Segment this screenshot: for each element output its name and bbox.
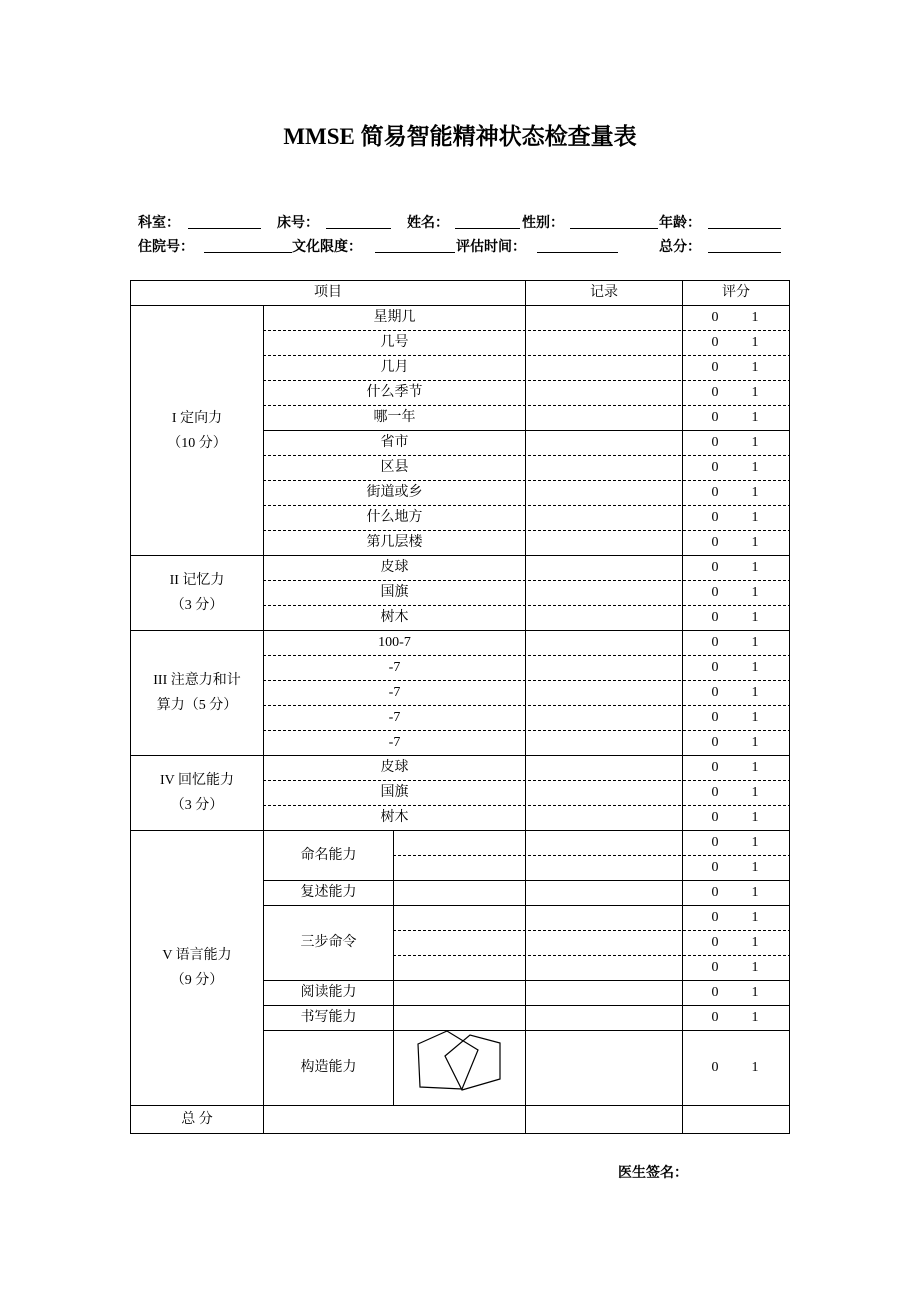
score-option-1[interactable]: 1 bbox=[751, 310, 759, 325]
item-label: 树木 bbox=[380, 810, 409, 825]
score-option-0[interactable]: 0 bbox=[711, 535, 719, 550]
item-label: 哪一年 bbox=[373, 410, 416, 425]
item-label: 阅读能力 bbox=[300, 985, 357, 1000]
header-item: 项目 bbox=[314, 285, 342, 300]
score-option-1[interactable]: 1 bbox=[751, 710, 759, 725]
score-option-1[interactable]: 1 bbox=[751, 1010, 759, 1025]
score-option-0[interactable]: 0 bbox=[711, 810, 719, 825]
total-label: 总分： bbox=[659, 240, 701, 255]
item-label: 100-7 bbox=[378, 635, 411, 650]
item-label: -7 bbox=[388, 735, 401, 750]
section-recall-name: IV 回忆能力 bbox=[159, 773, 235, 788]
eval-time-label: 评估时间： bbox=[456, 240, 526, 255]
item-label: 街道或乡 bbox=[366, 485, 423, 500]
header-score: 评分 bbox=[722, 285, 750, 300]
item-label: 省市 bbox=[380, 435, 409, 450]
name-label: 姓名： bbox=[407, 216, 449, 231]
score-option-1[interactable]: 1 bbox=[751, 785, 759, 800]
item-label: 树木 bbox=[380, 610, 409, 625]
doctor-signature-label: 医生签名： bbox=[618, 1166, 688, 1181]
score-option-0[interactable]: 0 bbox=[711, 885, 719, 900]
score-option-0[interactable]: 0 bbox=[711, 635, 719, 650]
item-label: 国旗 bbox=[380, 585, 409, 600]
score-option-1[interactable]: 1 bbox=[751, 510, 759, 525]
score-option-1[interactable]: 1 bbox=[751, 685, 759, 700]
item-label: -7 bbox=[388, 710, 401, 725]
score-option-0[interactable]: 0 bbox=[711, 610, 719, 625]
score-option-1[interactable]: 1 bbox=[751, 885, 759, 900]
section-recall-points: （3 分） bbox=[170, 798, 224, 813]
score-option-1[interactable]: 1 bbox=[751, 810, 759, 825]
section-memory-name: II 记忆力 bbox=[169, 573, 225, 588]
score-option-0[interactable]: 0 bbox=[711, 710, 719, 725]
score-option-0[interactable]: 0 bbox=[711, 310, 719, 325]
item-label: 皮球 bbox=[380, 560, 409, 575]
score-option-0[interactable]: 0 bbox=[711, 685, 719, 700]
section-language-points: （9 分） bbox=[170, 973, 224, 988]
score-option-1[interactable]: 1 bbox=[751, 385, 759, 400]
score-option-0[interactable]: 0 bbox=[711, 910, 719, 925]
score-option-1[interactable]: 1 bbox=[751, 985, 759, 1000]
score-option-1[interactable]: 1 bbox=[751, 660, 759, 675]
score-option-0[interactable]: 0 bbox=[711, 660, 719, 675]
item-label: 复述能力 bbox=[300, 885, 357, 900]
section-orientation-points: （10 分） bbox=[167, 436, 227, 451]
section-attention-name-line1: III 注意力和计 bbox=[153, 673, 241, 688]
age-label: 年龄： bbox=[659, 216, 701, 231]
score-option-1[interactable]: 1 bbox=[751, 535, 759, 550]
bed-label: 床号： bbox=[277, 216, 319, 231]
score-option-0[interactable]: 0 bbox=[711, 785, 719, 800]
item-label: 命名能力 bbox=[300, 848, 357, 863]
section-orientation-name: I 定向力 bbox=[171, 411, 223, 426]
score-option-1[interactable]: 1 bbox=[751, 935, 759, 950]
score-option-0[interactable]: 0 bbox=[711, 360, 719, 375]
overlapping-pentagons-figure bbox=[418, 1031, 500, 1090]
score-option-1[interactable]: 1 bbox=[751, 360, 759, 375]
score-option-1[interactable]: 1 bbox=[751, 560, 759, 575]
score-option-1[interactable]: 1 bbox=[751, 460, 759, 475]
item-label: 构造能力 bbox=[300, 1060, 357, 1075]
score-option-1[interactable]: 1 bbox=[751, 860, 759, 875]
item-label: 几号 bbox=[380, 335, 409, 350]
item-label: 三步命令 bbox=[300, 935, 357, 950]
item-label: 星期几 bbox=[373, 310, 416, 325]
score-option-0[interactable]: 0 bbox=[711, 585, 719, 600]
score-option-0[interactable]: 0 bbox=[711, 435, 719, 450]
score-option-0[interactable]: 0 bbox=[711, 335, 719, 350]
gender-label: 性别： bbox=[522, 216, 564, 231]
score-option-0[interactable]: 0 bbox=[711, 860, 719, 875]
item-label: 区县 bbox=[380, 460, 409, 475]
score-option-1[interactable]: 1 bbox=[751, 960, 759, 975]
item-label: 几月 bbox=[380, 360, 409, 375]
score-option-0[interactable]: 0 bbox=[711, 735, 719, 750]
page-title: MMSE 简易智能精神状态检查量表 bbox=[283, 124, 637, 149]
score-option-0[interactable]: 0 bbox=[711, 760, 719, 775]
inpatient-no-label: 住院号： bbox=[138, 240, 194, 255]
item-label: 什么季节 bbox=[366, 385, 423, 400]
dept-label: 科室： bbox=[138, 216, 180, 231]
score-option-1[interactable]: 1 bbox=[751, 1060, 759, 1075]
education-label: 文化限度： bbox=[292, 240, 362, 255]
item-label: 第几层楼 bbox=[366, 535, 423, 550]
section-memory-points: （3 分） bbox=[170, 598, 224, 613]
score-option-0[interactable]: 0 bbox=[711, 385, 719, 400]
section-attention-name-line2: 算力（5 分） bbox=[156, 698, 238, 713]
score-option-0[interactable]: 0 bbox=[711, 935, 719, 950]
score-option-1[interactable]: 1 bbox=[751, 335, 759, 350]
score-option-1[interactable]: 1 bbox=[751, 410, 759, 425]
score-option-0[interactable]: 0 bbox=[711, 510, 719, 525]
score-option-0[interactable]: 0 bbox=[711, 985, 719, 1000]
item-label: -7 bbox=[388, 685, 401, 700]
total-row-label: 总 分 bbox=[181, 1112, 213, 1127]
score-option-0[interactable]: 0 bbox=[711, 410, 719, 425]
score-option-1[interactable]: 1 bbox=[751, 485, 759, 500]
item-label: 什么地方 bbox=[366, 510, 423, 525]
item-label: 皮球 bbox=[380, 760, 409, 775]
score-option-1[interactable]: 1 bbox=[751, 910, 759, 925]
score-option-0[interactable]: 0 bbox=[711, 560, 719, 575]
score-option-1[interactable]: 1 bbox=[751, 610, 759, 625]
header-record: 记录 bbox=[590, 285, 618, 300]
score-option-0[interactable]: 0 bbox=[711, 460, 719, 475]
item-label: -7 bbox=[388, 660, 401, 675]
section-language-name: V 语言能力 bbox=[162, 948, 232, 963]
score-option-1[interactable]: 1 bbox=[751, 735, 759, 750]
score-option-1[interactable]: 1 bbox=[751, 435, 759, 450]
item-label: 书写能力 bbox=[300, 1010, 357, 1025]
score-option-0[interactable]: 0 bbox=[711, 835, 719, 850]
score-option-0[interactable]: 0 bbox=[711, 960, 719, 975]
score-option-1[interactable]: 1 bbox=[751, 760, 759, 775]
score-option-1[interactable]: 1 bbox=[751, 585, 759, 600]
score-option-0[interactable]: 0 bbox=[711, 485, 719, 500]
score-option-1[interactable]: 1 bbox=[751, 835, 759, 850]
score-option-0[interactable]: 0 bbox=[711, 1060, 719, 1075]
item-label: 国旗 bbox=[380, 785, 409, 800]
score-option-0[interactable]: 0 bbox=[711, 1010, 719, 1025]
score-option-1[interactable]: 1 bbox=[751, 635, 759, 650]
